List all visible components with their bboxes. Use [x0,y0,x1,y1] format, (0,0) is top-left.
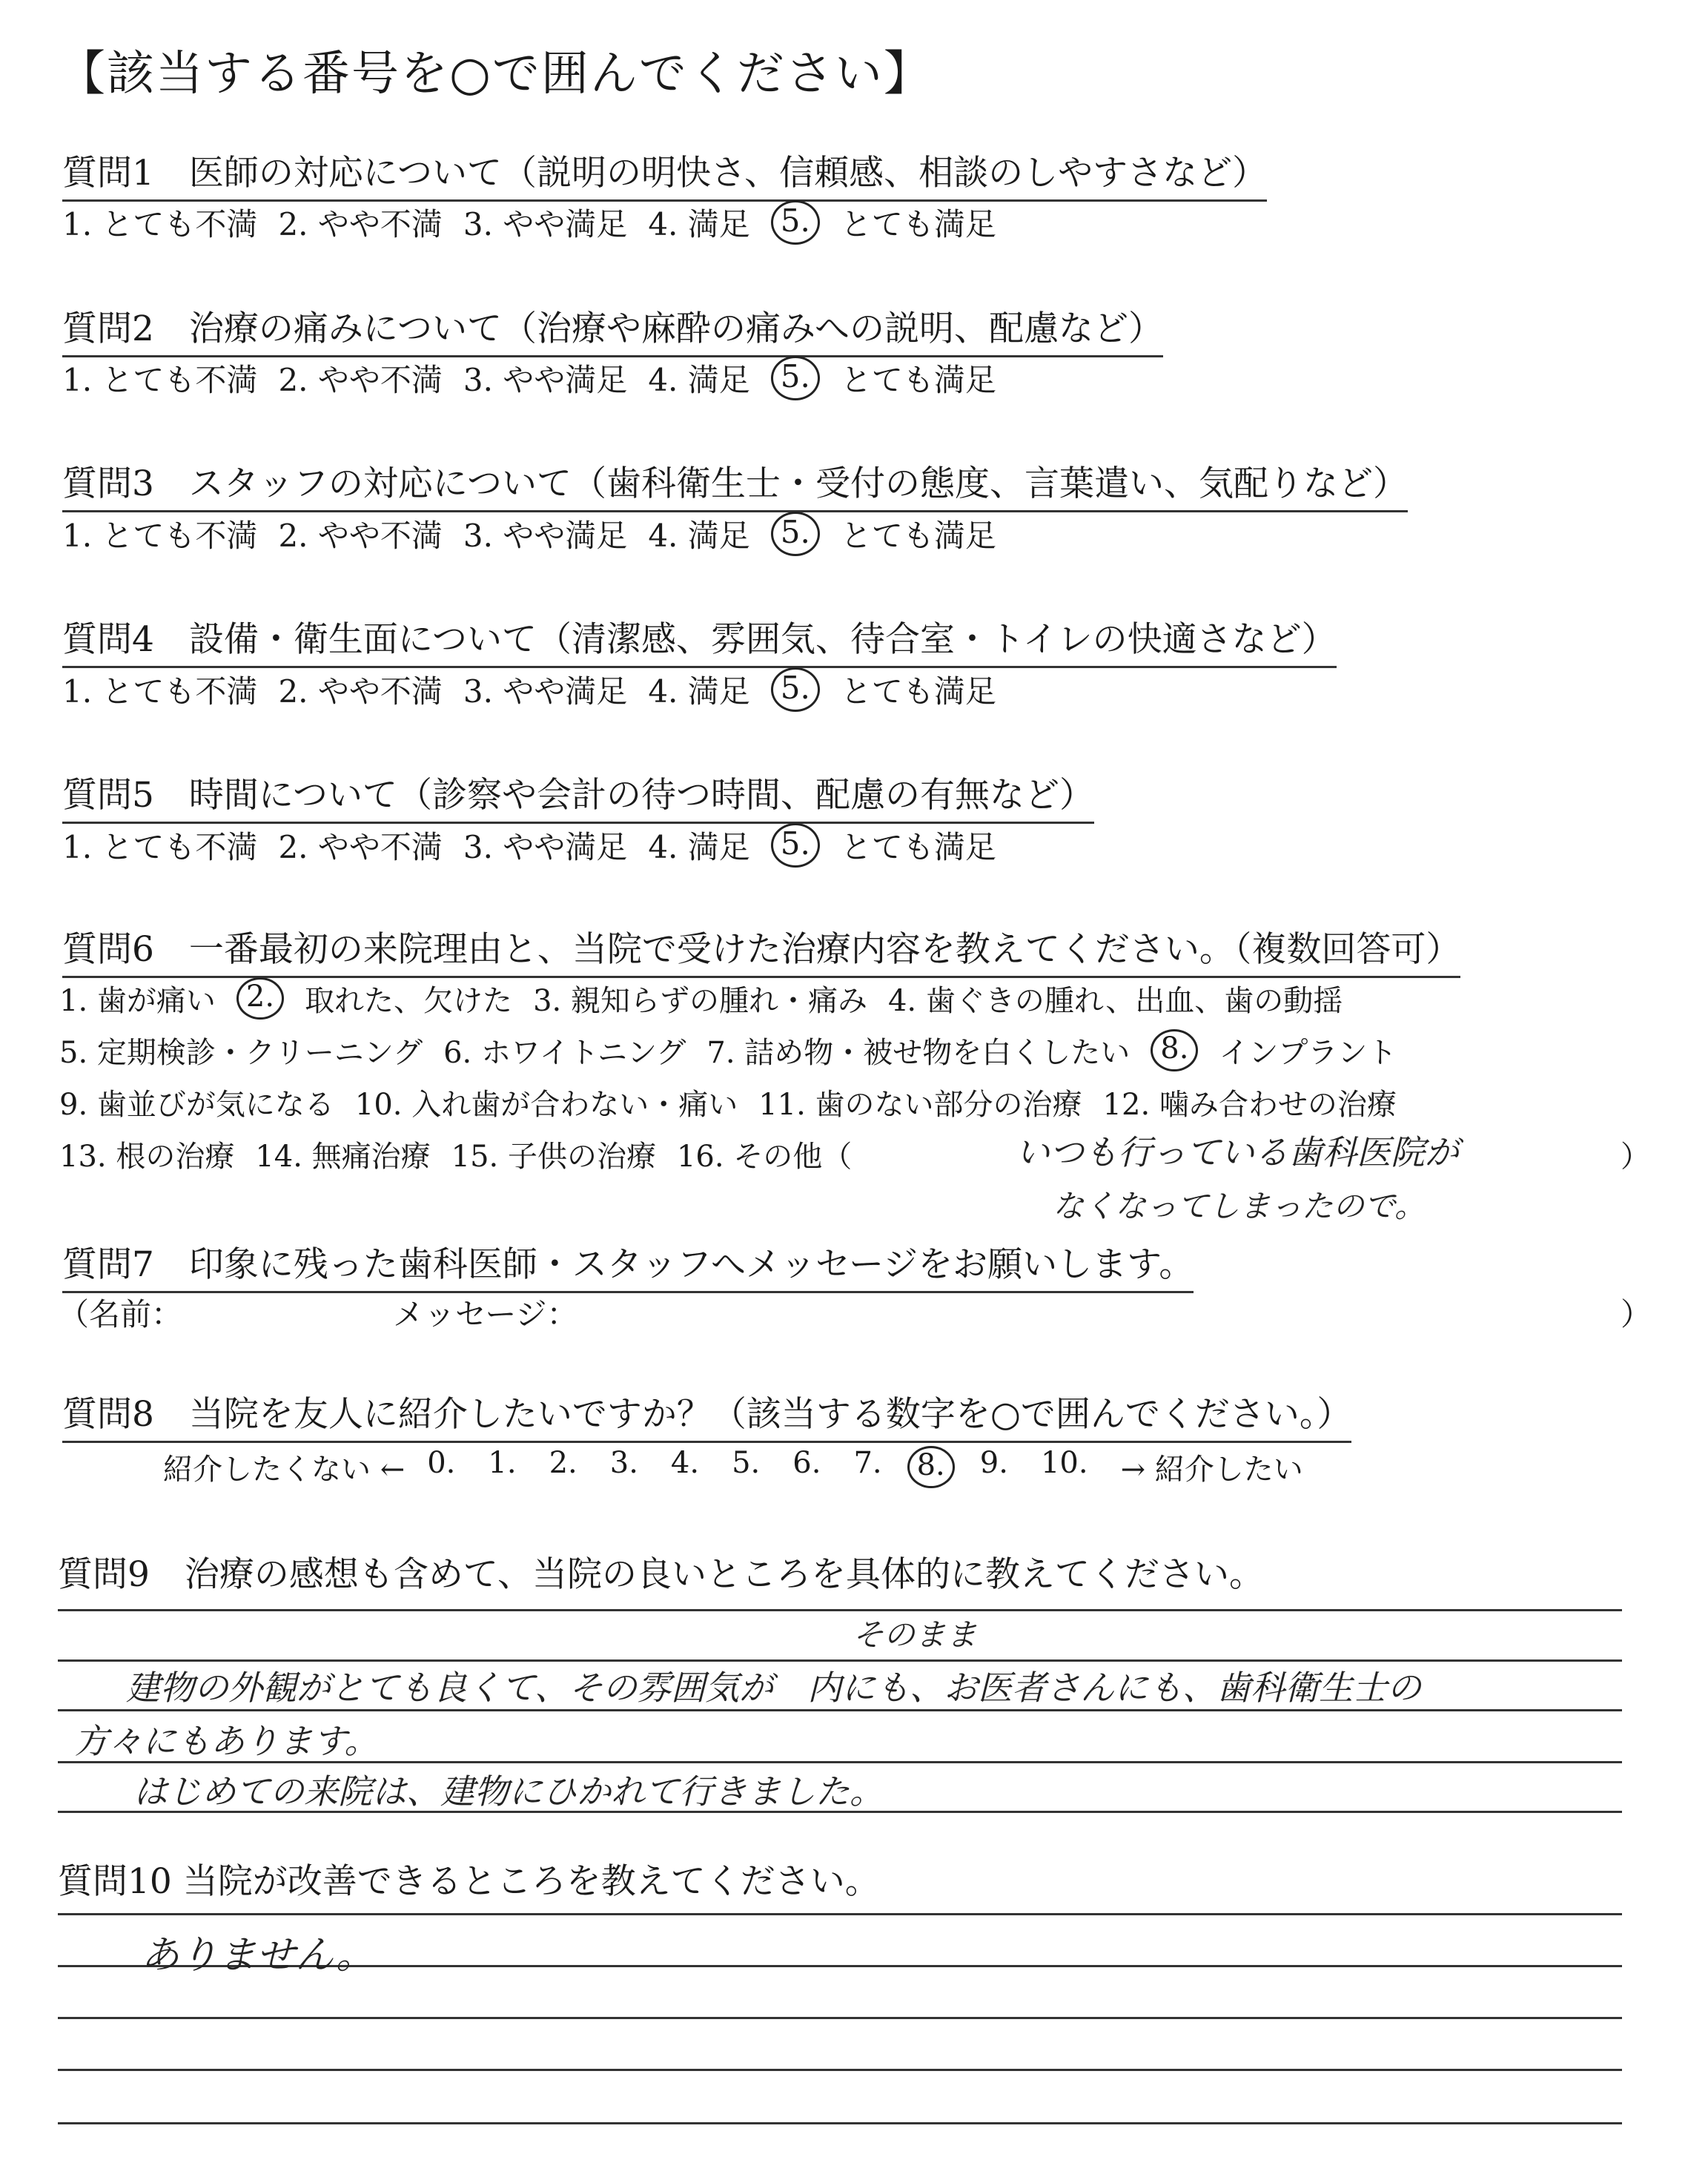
option-4[interactable]: 4. 満足 [648,673,750,710]
option-2[interactable]: 2. やや不満 [278,362,443,398]
question-9-label: 質問9 治療の感想も含めて、当院の良いところを具体的に教えてください。 [58,1554,1264,1595]
q8-option-1[interactable]: 1. [488,1446,517,1480]
option-5-selected[interactable]: 5. [771,512,820,556]
option-2[interactable]: 2. やや不満 [278,673,443,710]
option-2[interactable]: 2. やや不満 [278,206,443,242]
q8-option-0[interactable]: 0. [427,1446,456,1480]
question-1-label: 質問1 医師の対応について（説明の明快さ、信頼感、相談のしやすさなど） [62,145,1267,202]
question-10-label: 質問10 当院が改善できるところを教えてください。 [58,1861,880,1902]
q6-other-handwriting-2: なくなってしまったので。 [1053,1188,1426,1224]
q10-line-3 [58,2017,1622,2019]
option-5-selected[interactable]: 5. [771,200,820,245]
q6-option-8-label: インプラント [1219,1036,1397,1070]
option-2[interactable]: 2. やや不満 [278,518,443,554]
question-4-options [62,667,1017,712]
question-6-row-2 [59,1029,1417,1071]
option-1[interactable]: 1. とても不満 [62,362,258,398]
q6-option-8-selected[interactable]: 8. [1151,1029,1198,1071]
q8-option-2[interactable]: 2. [549,1446,577,1480]
option-4[interactable]: 4. 満足 [648,829,750,865]
question-2-options [62,356,1017,400]
q8-option-3[interactable]: 3. [609,1446,638,1480]
q6-option-1[interactable]: 1. 歯が痛い [59,984,216,1018]
q6-option-16[interactable]: 16. その他（ [676,1140,853,1174]
option-1[interactable]: 1. とても不満 [62,673,258,710]
q7-close: ） [1621,1296,1652,1332]
q7-name-field[interactable]: （名前： [58,1296,183,1332]
question-2-label: 質問2 治療の痛みについて（治療や麻酔の痛みへの説明、配慮など） [62,301,1163,357]
q6-option-12[interactable]: 12. 噛み合わせの治療 [1102,1088,1397,1122]
q6-option-9[interactable]: 9. 歯並びが気になる [59,1088,334,1122]
question-7-label: 質問7 印象に残った歯科医師・スタッフへメッセージをお願いします。 [62,1237,1194,1293]
q6-option-4[interactable]: 4. 歯ぐきの腫れ、出血、歯の動揺 [887,984,1343,1018]
q6-option-14[interactable]: 14. 無痛治療 [255,1140,431,1174]
option-3[interactable]: 3. やや満足 [463,829,628,865]
q10-line-4 [58,2069,1622,2071]
q6-option-2-selected[interactable]: 2. [236,977,284,1020]
question-3-label: 質問3 スタッフの対応について（歯科衛生士・受付の態度、言葉遣い、気配りなど） [62,456,1408,512]
q9-line-1 [58,1609,1622,1611]
question-6-row-4 [59,1133,873,1175]
q6-option-15[interactable]: 15. 子供の治療 [451,1140,656,1174]
question-1-options [62,200,1017,245]
option-1[interactable]: 1. とても不満 [62,829,258,865]
question-3-options [62,512,1017,556]
option-5-label: とても満足 [840,362,996,398]
question-6-row-3 [59,1081,1417,1123]
option-5-label: とても満足 [840,829,996,865]
q8-option-10[interactable]: 10. [1040,1446,1088,1480]
q9-handwriting-3: はじめての来院は、建物にひかれて行きました。 [133,1771,884,1811]
q6-option-5[interactable]: 5. 定期検診・クリーニング [59,1036,423,1070]
q10-line-1 [58,1913,1622,1915]
option-5-label: とても満足 [840,518,996,554]
option-5-selected[interactable]: 5. [771,667,820,712]
question-5-options [62,823,1017,868]
q10-handwriting-1: ありません。 [141,1933,375,1978]
option-4[interactable]: 4. 満足 [648,362,750,398]
option-3[interactable]: 3. やや満足 [463,362,628,398]
page-title: 【該当する番号を○で囲んでください】 [58,47,933,102]
q9-handwriting-2: 方々にもあります。 [74,1721,379,1761]
q6-option-6[interactable]: 6. ホワイトニング [443,1036,686,1070]
question-5-label: 質問5 時間について（診察や会計の待つ時間、配慮の有無など） [62,767,1094,824]
q8-right-label: → 紹介したい [1120,1453,1303,1487]
q6-other-handwriting-1: いつも行っている歯科医院が [1016,1132,1459,1172]
option-5-label: とても満足 [840,673,996,710]
option-3[interactable]: 3. やや満足 [463,673,628,710]
q6-option-11[interactable]: 11. 歯のない部分の治療 [758,1088,1082,1122]
option-4[interactable]: 4. 満足 [648,206,750,242]
option-5-selected[interactable]: 5. [771,356,820,400]
option-4[interactable]: 4. 満足 [648,518,750,554]
q10-line-5 [58,2122,1622,2124]
q6-option-10[interactable]: 10. 入れ歯が合わない・痛い [354,1088,738,1122]
option-5-label: とても満足 [840,206,996,242]
q8-option-8-selected[interactable]: 8. [907,1446,955,1488]
q8-option-7[interactable]: 7. [853,1446,882,1480]
option-2[interactable]: 2. やや不満 [278,829,443,865]
q6-option-13[interactable]: 13. 根の治療 [59,1140,235,1174]
q6-option-7[interactable]: 7. 詰め物・被せ物を白くしたい [706,1036,1131,1070]
q6-other-close: ） [1621,1140,1650,1174]
q8-option-4[interactable]: 4. [670,1446,700,1480]
q8-scale [163,1446,1303,1488]
option-1[interactable]: 1. とても不満 [62,206,258,242]
option-1[interactable]: 1. とても不満 [62,518,258,554]
q8-option-6[interactable]: 6. [792,1446,821,1480]
question-6-row-1 [59,977,1363,1020]
question-4-label: 質問4 設備・衛生面について（清潔感、雰囲気、待合室・トイレの快適さなど） [62,612,1337,668]
q8-option-5[interactable]: 5. [732,1446,761,1480]
option-3[interactable]: 3. やや満足 [463,518,628,554]
option-5-selected[interactable]: 5. [771,823,820,868]
q9-handwriting-1: 建物の外観がとても良くて、その雰囲気が 内にも、お医者さんにも、歯科衛生士の [126,1668,1422,1708]
question-8-label: 質問8 当院を友人に紹介したいですか？（該当する数字を○で囲んでください。） [62,1387,1351,1443]
q8-left-label: 紹介したくない ← [163,1453,406,1487]
q9-handwriting-insert: そのまま [853,1616,978,1653]
option-3[interactable]: 3. やや満足 [463,206,628,242]
question-6-label: 質問6 一番最初の来院理由と、当院で受けた治療内容を教えてください。（複数回答可） [62,922,1460,978]
q6-option-3[interactable]: 3. 親知らずの腫れ・痛み [533,984,867,1018]
q6-option-2-label: 取れた、欠けた [305,984,513,1018]
q8-option-9[interactable]: 9. [979,1446,1008,1480]
q7-message-field[interactable]: メッセージ： [393,1296,578,1332]
